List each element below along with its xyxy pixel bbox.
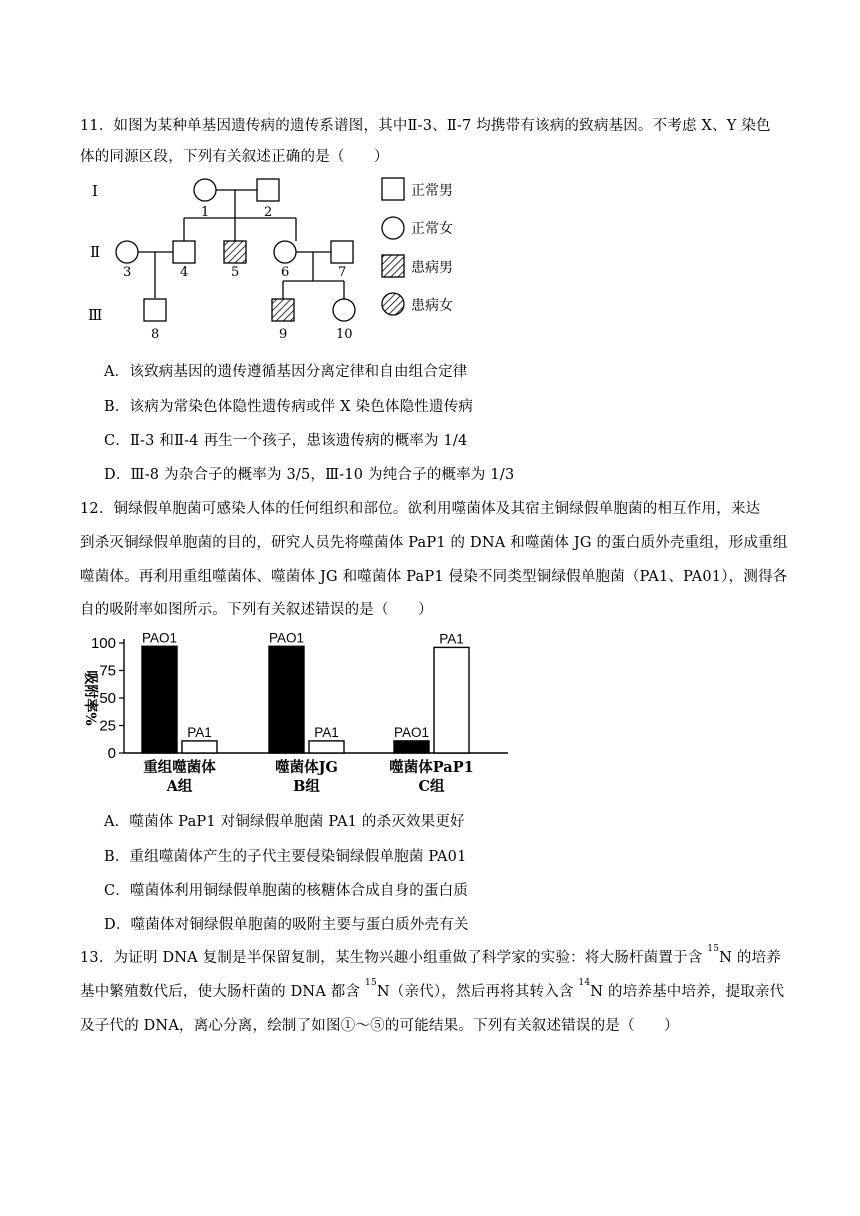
bar-pao1-group-1 — [142, 646, 177, 753]
bar-label: PAO1 — [393, 724, 430, 740]
gen-label-2: Ⅱ — [90, 243, 101, 261]
q12-option-b: B．重组噬菌体产生的子代主要侵染铜绿假单胞菌 PA01 — [104, 849, 467, 865]
q13-stem-line1: 13．为证明 DNA 复制是半保留复制，某生物兴趣小组重做了科学家的实验：将大肠杆菌置于含 $^{15}$N 的培养 — [80, 944, 781, 966]
group-name: 噬菌体JG — [275, 759, 338, 776]
individual-1 — [194, 179, 216, 201]
y-tick-label: 100 — [90, 635, 116, 652]
q12-stem-line2: 到杀灭铜绿假单胞菌的目的，研究人员先将噬菌体 PaP1 的 DNA 和噬菌体 JG 的蛋白质外壳重组，形成重组 — [80, 535, 788, 551]
bar-pa1-group-1 — [182, 741, 217, 753]
legend-female-affected: 患病女 — [411, 298, 453, 314]
y-tick-label: 0 — [107, 745, 116, 762]
q13-stem-line2: 基中繁殖数代后，使大肠杆菌的 DNA 都含 $^{15}$N（亲代），然后再将其转入含 $^{14}$N 的培养基中培养，提取亲代 — [80, 978, 785, 1000]
group-name: 重组噬菌体 — [143, 759, 216, 776]
group-name: 噬菌体PaP1 — [389, 759, 474, 776]
id-10: 10 — [336, 327, 353, 342]
individual-10 — [333, 299, 355, 321]
q11-option-d: D．Ⅲ-8 为杂合子的概率为 3/5，Ⅲ-10 为纯合子的概率为 1/3 — [104, 467, 515, 483]
legend-male-normal-symbol — [382, 178, 404, 200]
group-label: B组 — [293, 778, 320, 795]
q12-option-d: D．噬菌体对铜绿假单胞菌的吸附主要与蛋白质外壳有关 — [104, 917, 469, 933]
id-7: 7 — [338, 265, 347, 280]
q13-stem-line3: 及子代的 DNA，离心分离，绘制了如图①～⑤的可能结果。下列有关叙述错误的是（ ） — [80, 1018, 679, 1034]
gen-label-3: Ⅲ — [88, 306, 103, 324]
individual-6 — [274, 241, 296, 263]
y-tick-label: 75 — [99, 662, 116, 680]
individual-7 — [331, 241, 353, 263]
y-axis-label: 吸附率% — [82, 670, 98, 726]
bar-label: PA1 — [314, 724, 339, 740]
id-4: 4 — [180, 265, 189, 280]
legend-male-normal: 正常男 — [411, 183, 453, 199]
id-5: 5 — [231, 265, 240, 280]
q12-stem-line3: 噬菌体。再利用重组噬菌体、噬菌体 JG 和噬菌体 PaP1 侵染不同类型铜绿假单胞菌（PA1、PA01），测得各 — [80, 569, 788, 585]
group-label: C组 — [418, 778, 445, 795]
legend-female-normal-symbol — [382, 217, 404, 239]
individual-2 — [257, 179, 279, 201]
legend-female-normal: 正常女 — [411, 221, 453, 237]
individual-8 — [144, 299, 166, 321]
individual-9 — [272, 299, 294, 321]
bar-label: PAO1 — [268, 630, 305, 646]
id-6: 6 — [281, 265, 290, 280]
individual-5 — [224, 241, 246, 263]
id-3: 3 — [123, 265, 132, 280]
individual-3 — [116, 241, 138, 263]
individual-4 — [173, 241, 195, 263]
q11-option-a: A．该致病基因的遗传遵循基因分离定律和自由组合定律 — [104, 364, 468, 380]
gen-label-1: Ⅰ — [92, 182, 98, 200]
q12-option-c: C．噬菌体利用铜绿假单胞菌的核糖体合成自身的蛋白质 — [104, 883, 469, 899]
q12-stem-line1: 12．铜绿假单胞菌可感染人体的任何组织和部位。欲利用噬菌体及其宿主铜绿假单胞菌的相互作用，来达 — [80, 501, 761, 517]
pedigree-diagram — [80, 170, 480, 345]
group-label: A组 — [166, 778, 193, 795]
id-1: 1 — [201, 205, 210, 220]
bar-label: PAO1 — [141, 630, 178, 646]
id-8: 8 — [151, 327, 160, 342]
adsorption-bar-chart — [80, 624, 520, 800]
bar-pao1-group-2 — [269, 646, 304, 753]
q12-stem-line4: 自的吸附率如图所示。下列有关叙述错误的是（ ） — [80, 602, 433, 618]
q11-option-b: B．该病为常染色体隐性遗传病或伴 X 染色体隐性遗传病 — [104, 399, 474, 415]
legend-female-affected-symbol — [382, 293, 404, 315]
bar-label: PA1 — [439, 631, 464, 647]
y-tick-label: 50 — [99, 690, 116, 707]
bar-pa1-group-3 — [434, 647, 469, 753]
q11-stem-line2: 体的同源区段，下列有关叙述正确的是（ ） — [80, 149, 389, 165]
legend-male-affected: 患病男 — [411, 260, 453, 276]
bar-pao1-group-3 — [394, 741, 429, 753]
q11-option-c: C．Ⅱ-3 和Ⅱ-4 再生一个孩子，患该遗传病的概率为 1/4 — [104, 433, 468, 449]
legend-male-affected-symbol — [382, 255, 404, 277]
bar-label: PA1 — [187, 724, 212, 740]
id-2: 2 — [264, 205, 273, 220]
bar-pa1-group-2 — [309, 741, 344, 753]
q12-option-a: A．噬菌体 PaP1 对铜绿假单胞菌 PA1 的杀灭效果更好 — [104, 814, 465, 830]
id-9: 9 — [279, 327, 288, 342]
q11-stem-line1: 11．如图为某种单基因遗传病的遗传系谱图，其中Ⅱ-3、Ⅱ-7 均携带有该病的致病基因。不考虑 X、Y 染色 — [80, 118, 771, 134]
y-tick-label: 25 — [99, 717, 116, 735]
